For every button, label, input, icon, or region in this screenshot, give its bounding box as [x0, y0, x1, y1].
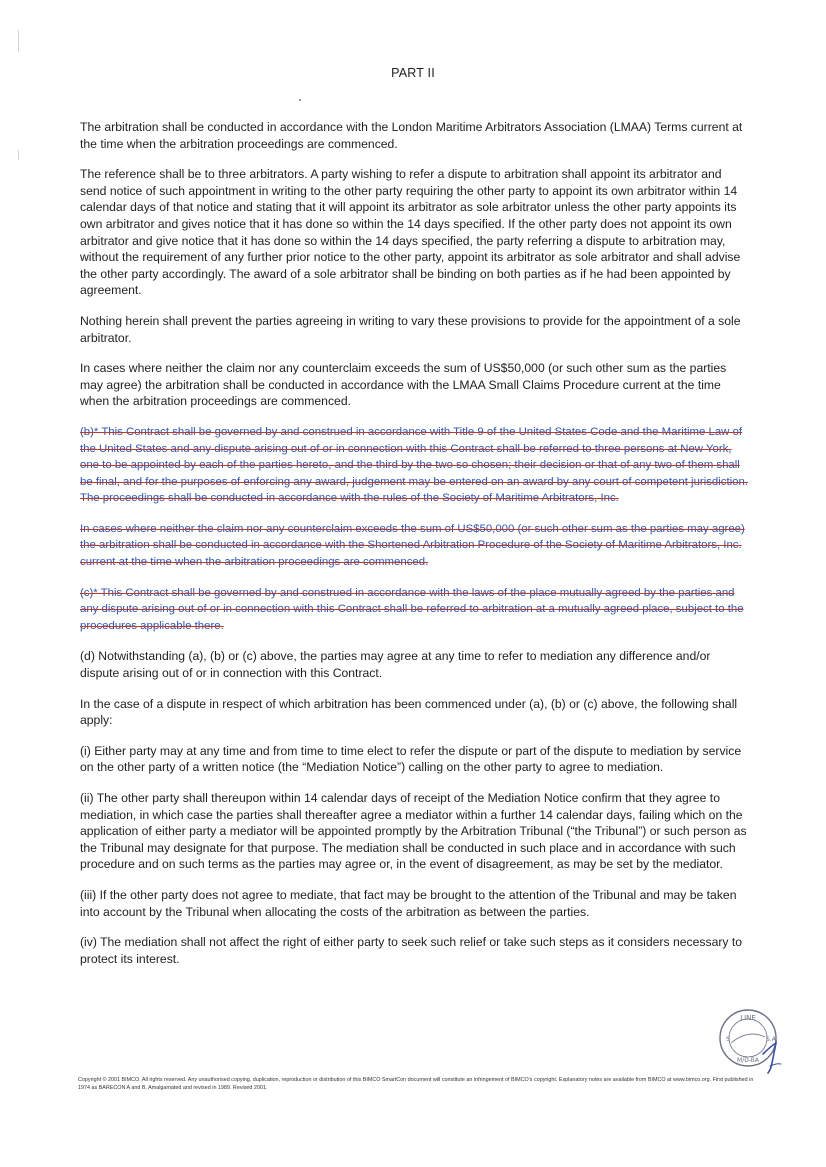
paragraph-lmaa-terms: The arbitration shall be conducted in accordance with the London Maritime Arbitrators Association (LMAA) Terms current at the time when the arbitration proceedings are commenced.: [80, 120, 743, 151]
document-body: [80, 119, 750, 981]
paragraph-small-claims: In cases where neither the claim nor any counterclaim exceeds the sum of US$50,000 (or such other sum as the parties may agree) the arbitration shall be conducted in accordance with the LMAA Small Claims Procedure current at the time when the arbitration proceedings are commenced.: [80, 361, 727, 409]
paragraph-clause-b-struck: (b)* This Contract shall be governed by and construed in accordance with Title 9 of the United States Code and the Maritime Law of the United States and any dispute arising out of or in connection with this Contract shall be referred to three persons at New York, one to be appointed by each of the parties hereto, and the third by the two so chosen; their decision or that of any two of them shall be final, and for the purposes of enforcing any award, judgement may be entered on an award by any court of competent jurisdiction. The proceedings shall be conducted in accordance with the rules of the Society of Maritime Arbitrators, Inc.: [80, 425, 749, 505]
page-title: PART II: [391, 66, 435, 80]
paragraph-sole-arbitrator: Nothing herein shall prevent the parties agreeing in writing to vary these provisions to provide for the appointment of a sole arbitrator.: [80, 313, 741, 345]
paragraph-dispute-apply: In the case of a dispute in respect of which arbitration has been commenced under (a), (b) or (c) above, the following shall apply:: [80, 696, 738, 728]
svg-text:LINE: LINE: [740, 1014, 756, 1022]
handwritten-initial-signature: [755, 1038, 785, 1078]
paragraph-clause-c-struck: (c)* This Contract shall be governed by and construed in accordance with the laws of the place mutually agreed by the parties and any dispute arising out of or in connection with this Contract shall be referred to arbitration at a mutually agreed place, subject to the procedures applicable there.: [80, 586, 744, 632]
svg-text:S.A.: S.A.: [766, 1036, 778, 1043]
paragraph-mediation-i: (i) Either party may at any time and from time to time elect to refer the dispute or part of the dispute to mediation by service on the other party of a written notice (the “Mediation Notice”) calling on the other party to agree to mediation.: [80, 743, 742, 775]
svg-text:M/D-BA: M/D-BA: [737, 1057, 759, 1064]
paragraph-mediation-iii: (iii) If the other party does not agree to mediate, that fact may be brought to the attention of the Tribunal and may be taken into account by the Tribunal when allocating the costs of the arbitration as between the parties.: [80, 887, 737, 919]
speck-mark: [299, 99, 301, 101]
paragraph-three-arbitrators: The reference shall be to three arbitrators. A party wishing to refer a dispute to arbitration shall appoint its arbitrator and send notice of such appointment in writing to the other party requiring the other party to appoint its own arbitrator within 14 calendar days of that notice and stating that it will appoint its arbitrator as sole arbitrator unless the other party appoints its own arbitrator and gives notice that it has done so within the 14 days specified. If the other party does not appoint its own arbitrator and give notice that it has done so within the 14 days specified, the party referring a dispute to arbitration may, without the requirement of any further prior notice to the other party, appoint its arbitrator as sole arbitrator and shall advise the other party accordingly. The award of a sole arbitrator shall be binding on both parties as if he had been appointed by agreement.: [80, 167, 741, 298]
margin-mark-middle: [18, 150, 19, 160]
paragraph-mediation-ii: (ii) The other party shall thereupon within 14 calendar days of receipt of the Mediation Notice confirm that they agree to mediation, in which case the parties shall thereafter agree a mediator within a further 14 calendar days, failing which on the application of either party a mediator will be appointed promptly by the Arbitration Tribunal (“the Tribunal”) or such person as the Tribunal may designate for that purpose. The mediation shall be conducted in such place and in accordance with such procedure and on such terms as the parties may agree or, in the event of disagreement, as may be set by the mediator.: [80, 791, 747, 872]
svg-text:S: S: [726, 1036, 730, 1043]
margin-mark-top: [18, 30, 19, 52]
paragraph-mediation-iv: (iv) The mediation shall not affect the right of either party to seek such relief or take such steps as it considers necessary to protect its interest.: [80, 935, 743, 966]
footer-copyright: Copyright © 2001 BIMCO. All rights reserved. Any unauthorised copying, duplication, reproduction or distribution of this BIMCO SmartCon document will constitute an infringement of BIMCO’s copyright. Explanatory notes are available from BIMCO at www.bimco.org. First published in 1974 as BARECON A and B. Amalgamated and revised in 1989. Revised 2001.: [78, 1077, 754, 1091]
paragraph-shortened-procedure-struck: In cases where neither the claim nor any counterclaim exceeds the sum of US$50,000 (or such other sum as the parties may agree) the arbitration shall be conducted in accordance with the Shortened Arbitration Procedure of the Society of Maritime Arbitrators, Inc. current at the time when the arbitration proceedings are commenced.: [80, 522, 745, 569]
paragraph-clause-d-mediation: (d) Notwithstanding (a), (b) or (c) above, the parties may agree at any time to refer to mediation any difference and/or dispute arising out of or in connection with this Contract.: [80, 649, 711, 681]
